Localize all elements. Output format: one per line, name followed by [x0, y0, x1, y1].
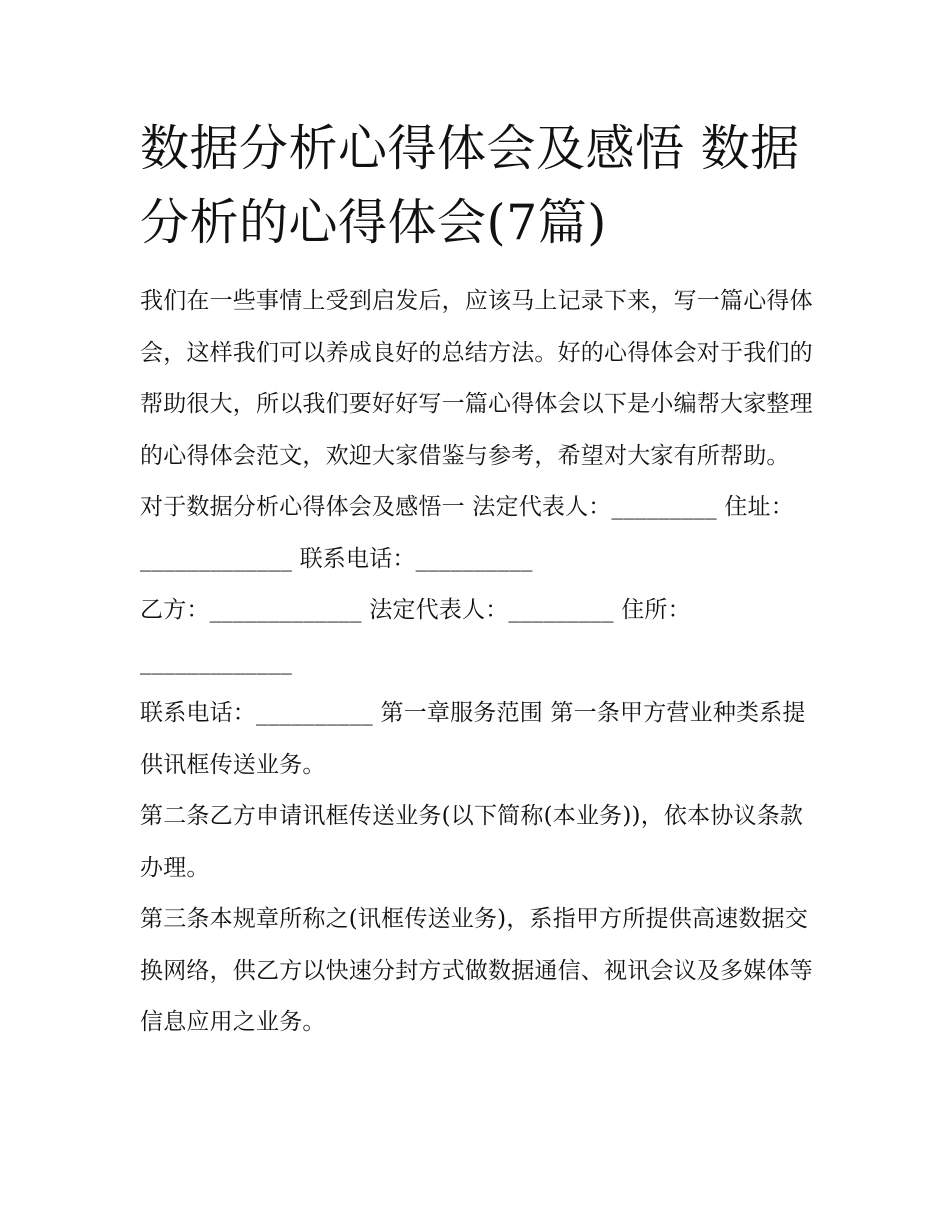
intro-paragraph: 我们在一些事情上受到启发后，应该马上记录下来，写一篇心得体会，这样我们可以养成良好的总结方法。好的心得体会对于我们的帮助很大，所以我们要好好写一篇心得体会以下是小编帮大家整理的心得体会范文，欢迎大家借鉴与参考，希望对大家有所帮助。 [140, 288, 813, 469]
contract-party-b-paragraph: 乙方：_____________ 法定代表人：_________ 住所：_____________ [140, 597, 691, 675]
service-scope-paragraph: 联系电话：__________ 第一章服务范围 第一条甲方营业种类系提供讯框传送业务。 [140, 700, 806, 778]
article-three-paragraph: 第三条本规章所称之(讯框传送业务)，系指甲方所提供高速数据交换网络，供乙方以快速分封方式做数据通信、视讯会议及多媒体等信息应用之业务。 [140, 906, 813, 1035]
document-title: 数据分析心得体会及感悟 数据分析的心得体会(7篇) [140, 120, 800, 251]
article-two-paragraph: 第二条乙方申请讯框传送业务(以下简称(本业务))，依本协议条款办理。 [140, 803, 804, 881]
document-page [140, 112, 820, 1049]
contract-party-a-paragraph: 对于数据分析心得体会及感悟一 法定代表人：_________ 住址：_____________ 联系电话：__________ [140, 494, 794, 572]
